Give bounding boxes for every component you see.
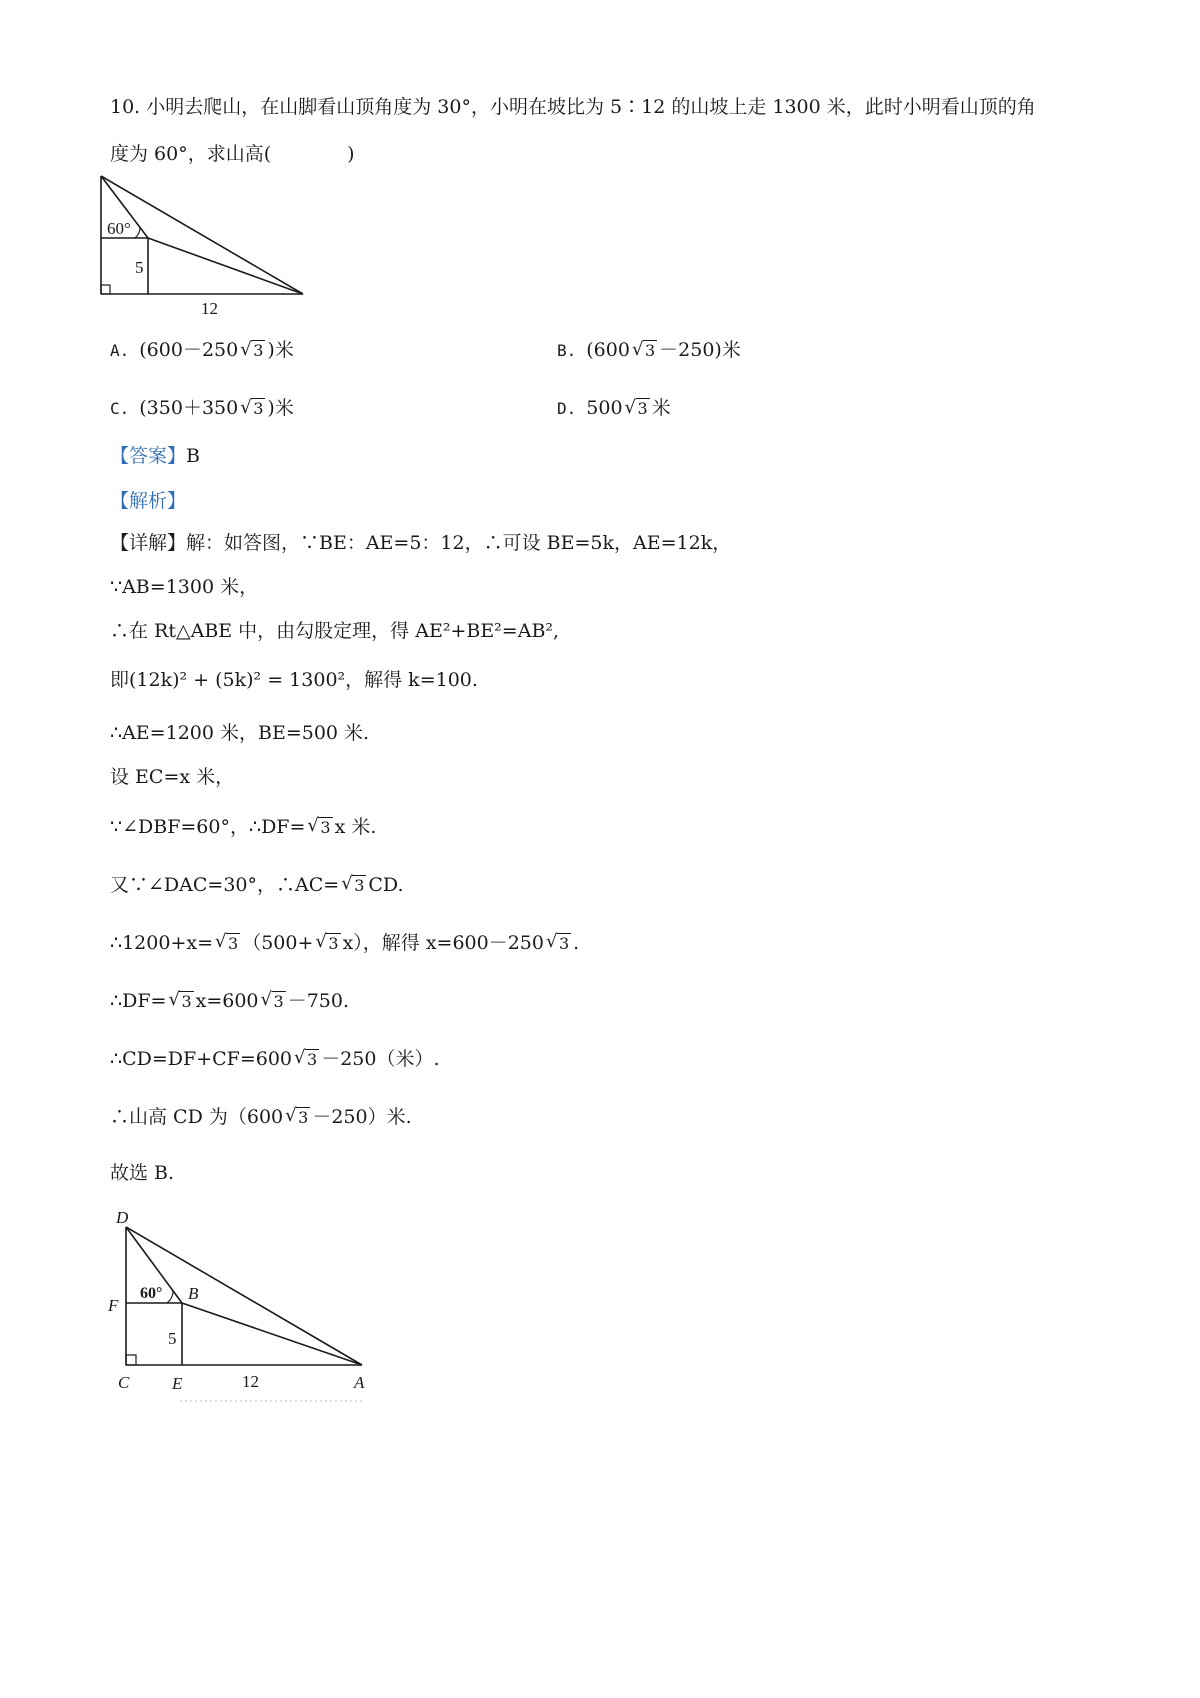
- solution-line-13: 故选 B.: [110, 1162, 175, 1184]
- solution-text: x 米.: [334, 816, 377, 838]
- sqrt-symbol: √ 3: [260, 989, 284, 1011]
- sqrt-symbol: √ 3: [240, 397, 264, 418]
- radicand: 3: [181, 992, 192, 1011]
- solution-text: －750.: [287, 990, 350, 1012]
- option-d-pre: 500: [586, 397, 623, 419]
- solution-text: ∵∠DBF=60°，∴DF=: [110, 816, 306, 838]
- solution-text: 又∵∠DAC=30°，∴AC=: [110, 874, 340, 896]
- solution-text: ∴1200+x=: [110, 932, 213, 954]
- solution-line-6: 设 EC=x 米，: [110, 766, 235, 788]
- solution-line-10: [110, 988, 349, 1015]
- solution-line-5: ∴AE=1200 米，BE=500 米.: [110, 722, 370, 744]
- solution-text: CD.: [368, 874, 404, 896]
- solution-text: x=600: [195, 990, 259, 1012]
- answer-value: B: [186, 445, 200, 467]
- figure1-bottom-label: 12: [201, 299, 218, 318]
- label-b: B: [188, 1284, 199, 1303]
- option-c: [110, 393, 294, 420]
- solution-text: x），解得 x=600－250: [342, 932, 544, 954]
- question-line-2: 度为 60°，求山高( ): [110, 143, 355, 165]
- solution-text: －250）米.: [312, 1106, 412, 1128]
- figure2-bottom-label: 12: [242, 1372, 259, 1391]
- sqrt-symbol: √ 3: [294, 1047, 318, 1069]
- solution-text: ∴山高 CD 为（600: [110, 1106, 284, 1128]
- sqrt-symbol: √ 3: [545, 931, 570, 953]
- sqrt-symbol: √ 3: [307, 815, 331, 837]
- label-f: F: [108, 1296, 119, 1315]
- solution-text: .: [573, 932, 580, 954]
- sqrt-symbol: √ 3: [624, 397, 648, 418]
- figure2-left-label: 5: [168, 1329, 177, 1348]
- label-d: D: [116, 1208, 129, 1227]
- figure2-angle-label: 60°: [140, 1285, 163, 1302]
- radicand: 3: [253, 399, 264, 418]
- answer-tag: 【答案】: [110, 445, 187, 467]
- solution-line-12: [110, 1104, 412, 1131]
- option-d-letter: D.: [557, 399, 577, 418]
- solution-text: （500+: [242, 932, 314, 954]
- label-a: A: [354, 1373, 365, 1392]
- solution-text: －250（米）.: [321, 1048, 440, 1070]
- option-c-letter: C.: [110, 399, 130, 418]
- label-c: C: [118, 1373, 130, 1392]
- radicand: 3: [354, 876, 365, 895]
- sqrt-symbol: √ 3: [285, 1105, 309, 1127]
- radicand: 3: [298, 1108, 309, 1127]
- option-c-pre: (350＋350: [139, 397, 239, 419]
- solution-line-1: 【详解】解：如答图，∵BE：AE=5：12，∴可设 BE=5k，AE=12k，: [110, 532, 732, 554]
- solution-line-11: [110, 1046, 440, 1073]
- option-a-post: )米: [267, 339, 294, 361]
- solution-line-3: ∴在 Rt△ABE 中，由勾股定理，得 AE²+BE²=AB²,: [110, 620, 560, 642]
- sqrt-symbol: √ 3: [168, 989, 192, 1011]
- sqrt-symbol: √ 3: [631, 339, 656, 360]
- question-figure: [95, 170, 315, 320]
- option-a-pre: (600－250: [139, 339, 239, 361]
- solution-line-4: 即(12k)² + (5k)² = 1300²，解得 k=100.: [110, 669, 478, 691]
- analysis-tag: 【解析】: [110, 490, 187, 512]
- solution-line-7: [110, 814, 376, 841]
- option-a: [110, 335, 294, 362]
- solution-text: ∴DF=: [110, 990, 167, 1012]
- option-b-pre: (600: [586, 339, 630, 361]
- sqrt-symbol: √ 3: [215, 931, 239, 953]
- option-b-letter: B.: [557, 341, 577, 360]
- radicand: 3: [307, 1050, 318, 1069]
- answer-line: [110, 443, 200, 469]
- radicand: 3: [328, 934, 339, 953]
- option-c-post: )米: [267, 397, 294, 419]
- sqrt-symbol: √ 3: [341, 873, 365, 895]
- radicand: 3: [273, 992, 284, 1011]
- solution-line-8: [110, 872, 404, 899]
- radicand: 3: [228, 934, 239, 953]
- radicand: 3: [644, 341, 656, 360]
- solution-text: ∴CD=DF+CF=600: [110, 1048, 293, 1070]
- radicand: 3: [253, 341, 264, 360]
- radicand: 3: [558, 934, 570, 953]
- answer-figure: [100, 1205, 400, 1405]
- solution-line-2: ∵AB=1300 米，: [110, 576, 259, 598]
- figure1-left-label: 5: [135, 258, 144, 277]
- figure1-angle-label: 60°: [107, 219, 131, 238]
- option-d-post: 米: [651, 397, 671, 419]
- solution-line-9: [110, 930, 579, 957]
- sqrt-symbol: √ 3: [315, 931, 339, 953]
- option-b-post: －250)米: [659, 339, 741, 361]
- option-b: [557, 335, 741, 362]
- radicand: 3: [637, 399, 648, 418]
- sqrt-symbol: √ 3: [240, 339, 264, 360]
- radicand: 3: [320, 818, 331, 837]
- question-line-1: 10. 小明去爬山，在山脚看山顶角度为 30°，小明在坡比为 5∶12 的山坡上走 1300 米，此时小明看山顶的角: [110, 96, 1036, 118]
- option-d: [557, 393, 671, 420]
- label-e: E: [172, 1374, 183, 1393]
- option-a-letter: A.: [110, 341, 130, 360]
